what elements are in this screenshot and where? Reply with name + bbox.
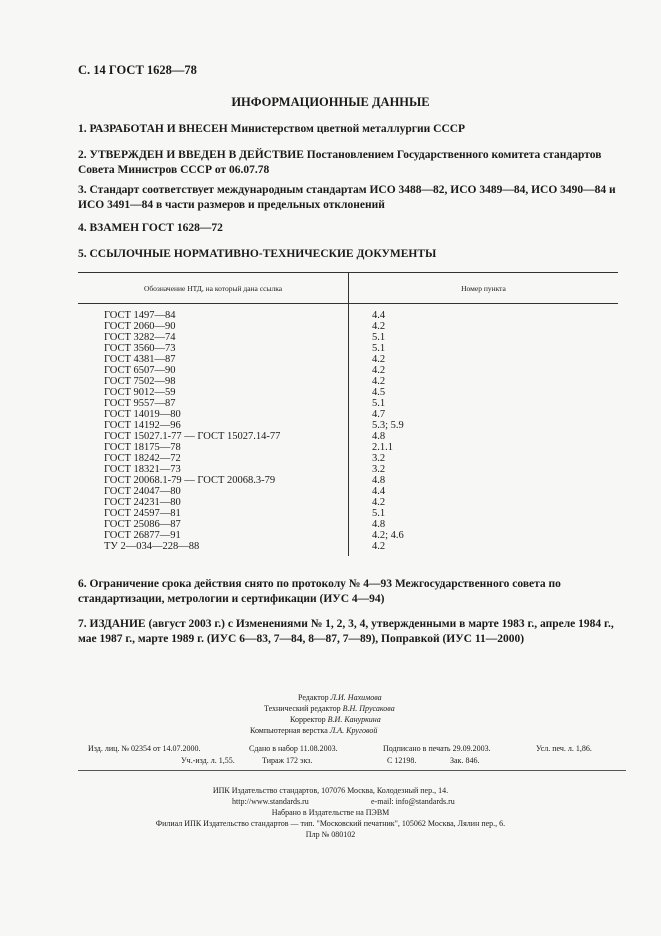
- publisher-web: http://www.standards.ru: [232, 797, 309, 806]
- table-row: [78, 365, 618, 376]
- ntd-designation: ГОСТ 14019—80: [78, 409, 349, 420]
- ntd-designation: ГОСТ 7502—98: [78, 376, 349, 387]
- item-5: 5. ССЫЛОЧНЫЕ НОРМАТИВНО-ТЕХНИЧЕСКИЕ ДОКУМЕНТЫ: [78, 248, 437, 260]
- credit-editor: [230, 692, 630, 703]
- credit-corrector: [230, 714, 630, 725]
- item-2: 2. УТВЕРЖДЕН И ВВЕДЕН В ДЕЙСТВИЕ Постановлением Государственного комитета стандартов Совета Министров СССР от 06.07.78: [78, 149, 602, 176]
- clause-number: 5.3; 5.9: [372, 420, 404, 431]
- ntd-designation: ГОСТ 24047—80: [78, 486, 349, 497]
- clause-number: 4.8: [372, 475, 386, 486]
- credit-name: Л.А. Круговой: [329, 726, 378, 735]
- ntd-designation: ГОСТ 1497—84: [78, 304, 349, 322]
- item-6: 6. Ограничение срока действия снято по протоколу № 4—93 Межгосударственного совета по стандартизации, метрологии и сертификации (ИУС 4—94): [78, 578, 561, 605]
- ntd-designation: ГОСТ 3282—74: [78, 332, 349, 343]
- col-header-doc: Обозначение НТД, на который дана ссылка: [78, 273, 349, 304]
- ntd-designation: ГОСТ 15027.1-77 — ГОСТ 15027.14-77: [78, 431, 349, 442]
- ntd-designation: ГОСТ 14192—96: [78, 420, 349, 431]
- item-3: 3. Стандарт соответствует международным стандартам ИСО 3488—82, ИСО 3489—84, ИСО 3490—84 и ИСО 3491—84 в части размеров и предельных отклонений: [78, 184, 616, 211]
- imprint-code: С 12198.: [387, 756, 417, 765]
- clause-number: 4.4: [372, 486, 386, 497]
- col-header-clause: Номер пункта: [349, 273, 619, 304]
- ntd-designation: ГОСТ 25086—87: [78, 519, 349, 530]
- clause-number: 4.2; 4.6: [372, 530, 404, 541]
- ntd-designation: ГОСТ 6507—90: [78, 365, 349, 376]
- imprint-set: Сдано в набор 11.08.2003.: [249, 744, 338, 753]
- clause-number: 4.2: [372, 497, 386, 508]
- table-row: [78, 464, 618, 475]
- credit-role: Редактор: [298, 693, 329, 702]
- table-row: [78, 442, 618, 453]
- ntd-designation: ГОСТ 9557—87: [78, 398, 349, 409]
- publisher-address: ИПК Издательство стандартов, 107076 Москва, Колодезный пер., 14.: [212, 786, 449, 795]
- ntd-designation: ГОСТ 18175—78: [78, 442, 349, 453]
- clause-number: 4.2: [372, 365, 386, 376]
- clause-number: 4.8: [372, 431, 386, 442]
- ntd-designation: ГОСТ 3560—73: [78, 343, 349, 354]
- clause-number: 4.2: [372, 354, 386, 365]
- ntd-designation: ГОСТ 26877—91: [78, 530, 349, 541]
- table-row: [78, 409, 618, 420]
- table-row: [78, 332, 618, 343]
- typeset-note: Набрано в Издательстве на ПЭВМ: [271, 808, 390, 817]
- table-row: [78, 398, 618, 409]
- item-1: 1. РАЗРАБОТАН И ВНЕСЕН Министерством цветной металлургии СССР: [78, 123, 466, 135]
- clause-number: 4.2: [372, 376, 386, 387]
- credits-block: [230, 692, 630, 736]
- divider: [78, 770, 626, 771]
- page-header: С. 14 ГОСТ 1628—78: [78, 63, 197, 77]
- credit-role: Корректор: [290, 715, 326, 724]
- publisher-email: e-mail: info@standards.ru: [371, 797, 455, 806]
- credit-role: Технический редактор: [264, 704, 341, 713]
- imprint-license: Изд. лиц. № 02354 от 14.07.2000.: [88, 744, 201, 753]
- ntd-designation: ГОСТ 18242—72: [78, 453, 349, 464]
- ntd-designation: ГОСТ 20068.1-79 — ГОСТ 20068.3-79: [78, 475, 349, 486]
- table-row: [78, 519, 618, 530]
- table-row: [78, 486, 618, 497]
- credit-name: Л.И. Нахимова: [330, 693, 382, 702]
- table-row: [78, 530, 618, 541]
- clause-number: 5.1: [372, 343, 386, 354]
- plr-number: Плр № 080102: [305, 830, 356, 839]
- clause-number: 2.1.1: [372, 442, 393, 453]
- clause-number: 4.8: [372, 519, 386, 530]
- clause-number: 4.2: [372, 321, 386, 332]
- table-row: [78, 497, 618, 508]
- credit-role: Компьютерная верстка: [250, 726, 328, 735]
- table-row: [78, 354, 618, 365]
- clause-number: 4.5: [372, 387, 386, 398]
- credit-name: В.Н. Прусакова: [342, 704, 395, 713]
- reference-table-body: [78, 304, 618, 557]
- table-row: [78, 508, 618, 519]
- imprint-run: Тираж 172 экз.: [262, 756, 313, 765]
- ntd-designation: ГОСТ 18321—73: [78, 464, 349, 475]
- imprint-edu-sheets: Уч.-изд. л. 1,55.: [181, 756, 235, 765]
- clause-number: 3.2: [372, 464, 386, 475]
- table-row: [78, 343, 618, 354]
- table-row: [78, 387, 618, 398]
- table-row: [78, 475, 618, 486]
- table-row: [78, 541, 618, 556]
- ntd-designation: ТУ 2—034—228—88: [78, 541, 349, 556]
- clause-number: 5.1: [372, 508, 386, 519]
- clause-number: 4.2: [372, 541, 386, 552]
- clause-number: 4.7: [372, 409, 386, 420]
- imprint-print-sheets: Усл. печ. л. 1,86.: [536, 744, 592, 753]
- printing-house: Филиал ИПК Издательство стандартов — тип. "Московский печатник", 105062 Москва, Лялин пер., 6.: [155, 819, 506, 828]
- section-title: ИНФОРМАЦИОННЫЕ ДАННЫЕ: [231, 95, 430, 109]
- item-7: 7. ИЗДАНИЕ (август 2003 г.) с Изменениями № 1, 2, 3, 4, утвержденными в марте 1983 г., апреле 1984 г., мае 1987 г., марте 1989 г. (ИУС 6—83, 7—84, 8—87, 7—89), Поправкой (ИУС 11—2000): [78, 618, 614, 645]
- ntd-designation: ГОСТ 2060—90: [78, 321, 349, 332]
- table-row: [78, 453, 618, 464]
- ntd-designation: ГОСТ 24231—80: [78, 497, 349, 508]
- clause-number: 3.2: [372, 453, 386, 464]
- ntd-designation: ГОСТ 4381—87: [78, 354, 349, 365]
- item-4: 4. ВЗАМЕН ГОСТ 1628—72: [78, 222, 223, 234]
- imprint-order: Зак. 846.: [450, 756, 480, 765]
- imprint-signed: Подписано в печать 29.09.2003.: [383, 744, 491, 753]
- table-row: [78, 376, 618, 387]
- ntd-designation: ГОСТ 24597—81: [78, 508, 349, 519]
- credit-tech-editor: [230, 703, 630, 714]
- table-row: [78, 431, 618, 442]
- credit-layout: [230, 725, 630, 736]
- credit-name: В.И. Кануркина: [327, 715, 381, 724]
- ntd-designation: ГОСТ 9012—59: [78, 387, 349, 398]
- clause-number: 5.1: [372, 398, 386, 409]
- clause-number: 4.4: [372, 310, 386, 321]
- table-row: [78, 321, 618, 332]
- table-row: [78, 420, 618, 431]
- reference-table: [78, 272, 618, 556]
- clause-number: 5.1: [372, 332, 386, 343]
- table-row: [78, 304, 618, 322]
